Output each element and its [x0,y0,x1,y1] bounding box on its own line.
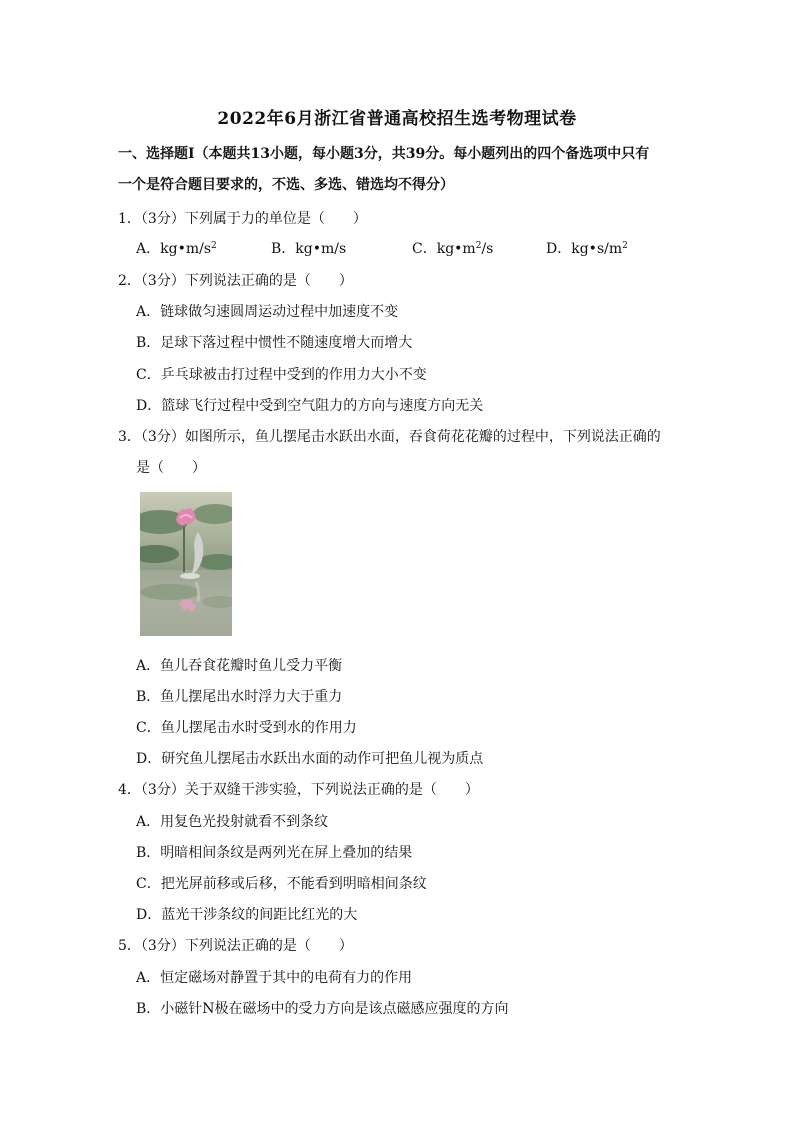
question-4-option-d: D．蓝光干涉条纹的间距比红光的大 [136,907,358,923]
question-1-option-c: C．$kg•m^2/s$ [412,241,494,257]
question-4-stem: 4．（3分）关于双缝干涉实验，下列说法正确的是（ ） [118,782,479,798]
question-3-option-a: A．鱼儿吞食花瓣时鱼儿受力平衡 [136,658,343,674]
question-2-option-b: B．足球下落过程中惯性不随速度增大而增大 [136,335,413,351]
section-header-line-1: 一、选择题Ⅰ（本题共13小题，每小题3分，共39分。每小题列出的四个备选项中只有 [118,146,650,162]
question-1-option-d: D．$kg•s/m^2$ [546,241,628,257]
question-1-option-a: A．$kg•m/s^2$ [136,241,217,257]
question-5-option-a: A．恒定磁场对静置于其中的电荷有力的作用 [136,970,413,986]
section-header-line-2: 一个是符合题目要求的，不选、多选、错选均不得分） [118,177,454,193]
question-2-stem: 2．（3分）下列说法正确的是（ ） [118,273,353,289]
question-3-option-d: D．研究鱼儿摆尾击水跃出水面的动作可把鱼儿视为质点 [136,751,484,767]
exam-title: 2022年6月浙江省普通高校招生选考物理试卷 [217,109,577,129]
question-2-option-a: A．链球做匀速圆周运动过程中加速度不变 [136,304,399,320]
lotus-fish-photo [140,492,232,636]
question-5-option-b: B．小磁针N极在磁场中的受力方向是该点磁感应强度的方向 [136,1001,509,1017]
question-3-stem-line-2: 是（ ） [136,460,206,476]
question-1-stem: 1．（3分）下列属于力的单位是（ ） [118,211,367,227]
question-5-stem: 5．（3分）下列说法正确的是（ ） [118,938,353,954]
question-1-options [136,238,656,260]
question-1-option-b: B．kg•m/s [271,241,347,257]
question-2-option-c: C．乒乓球被击打过程中受到的作用力大小不变 [136,367,427,383]
question-3-option-b: B．鱼儿摆尾出水时浮力大于重力 [136,689,343,705]
question-4-option-a: A．用复色光投射就看不到条纹 [136,814,329,830]
question-3-option-c: C．鱼儿摆尾击水时受到水的作用力 [136,720,357,736]
question-4-option-c: C．把光屏前移或后移，不能看到明暗相间条纹 [136,876,427,892]
question-4-option-b: B．明暗相间条纹是两列光在屏上叠加的结果 [136,845,413,861]
question-2-option-d: D．篮球飞行过程中受到空气阻力的方向与速度方向无关 [136,398,484,414]
question-3-stem-line-1: 3．（3分）如图所示，鱼儿摆尾击水跃出水面，吞食荷花花瓣的过程中，下列说法正确的 [118,429,661,445]
